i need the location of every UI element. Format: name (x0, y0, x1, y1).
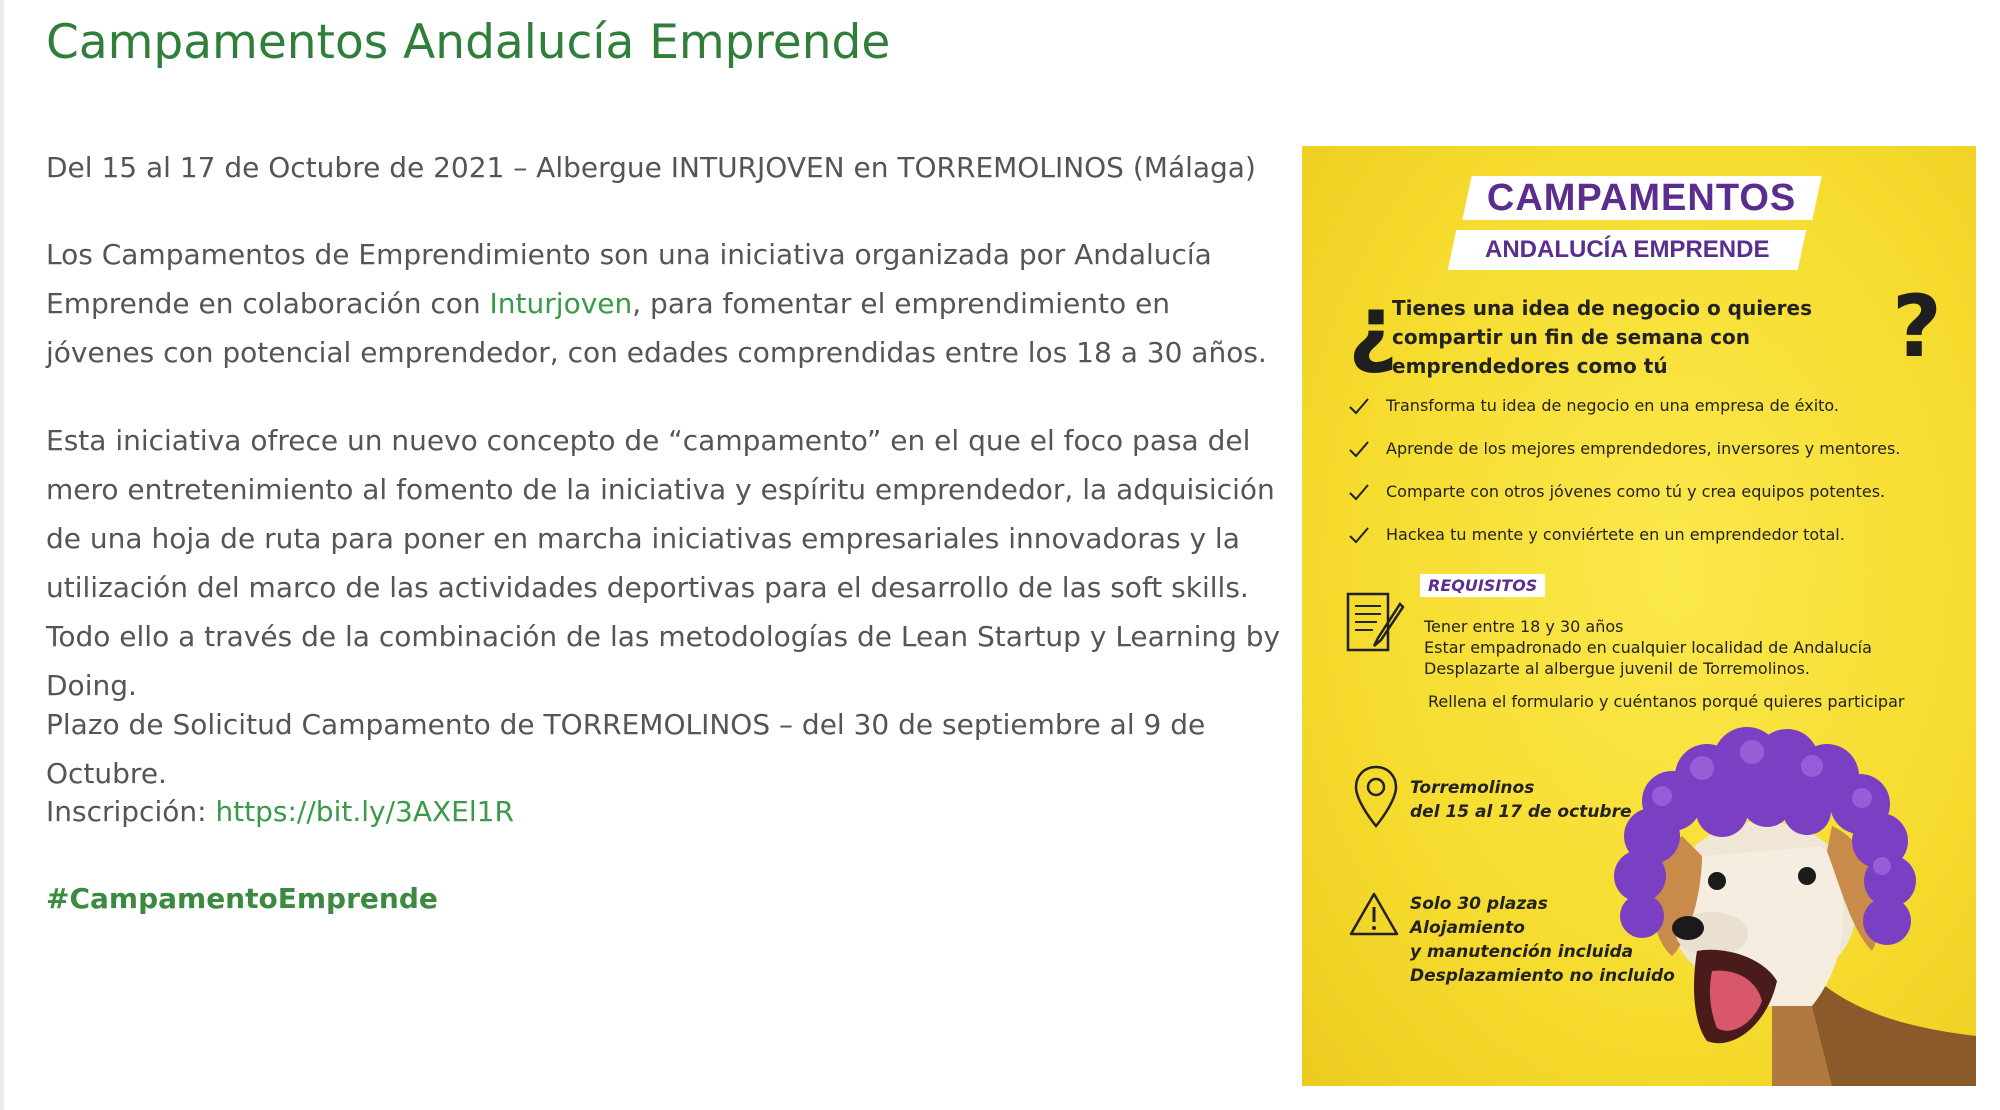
location-pin-icon (1352, 764, 1400, 830)
document-icon (1346, 592, 1406, 654)
check-icon (1348, 395, 1370, 417)
requirements-badge: REQUISITOS (1420, 574, 1545, 597)
intro-text-start: Los Campamentos de Emprendimiento son una iniciativa organizada por Andalucía Emprende en colaboración con (46, 238, 1212, 320)
location-city: Torremolinos (1410, 778, 1535, 798)
deadline-paragraph: Plazo de Solicitud Campamento de TORREMOLINOS – del 30 de septiembre al 9 de Octubre. (46, 708, 1206, 790)
check-icon (1348, 438, 1370, 460)
requirement-item: Tener entre 18 y 30 años (1424, 617, 1624, 636)
benefit-text: Transforma tu idea de negocio en una empresa de éxito. (1386, 396, 1839, 415)
poster-title: CAMPAMENTOS (1487, 176, 1797, 219)
poster-subtitle: ANDALUCÍA EMPRENDE (1484, 236, 1770, 263)
registration-link[interactable]: https://bit.ly/3AXEl1R (215, 795, 514, 828)
dog-with-purple-wig-illustration (1602, 706, 1976, 1086)
check-icon (1348, 524, 1370, 546)
requirement-form-note: Rellena el formulario y cuéntanos porqué quieres participar (1428, 692, 1905, 711)
event-poster (1302, 146, 1976, 1086)
concept-paragraph: Esta iniciativa ofrece un nuevo concepto de “campamento” en el que el foco pasa del mero entretenimiento al fomento de la iniciativa y espíritu emprendedor, la adquisición de una hoja de ruta para poner en marcha iniciativas empresariales innovadoras y la utilización del marco de las actividades deportivas para el desarrollo de las soft skills. Todo ello a través de la combinación de las metodologías de Lean Startup y Learning by Doing. (46, 424, 1281, 702)
check-icon (1348, 481, 1370, 503)
poster-subtitle-banner (1448, 230, 1807, 270)
question-mark-close: ? (1892, 277, 1942, 377)
benefit-text: Comparte con otros jóvenes como tú y crea equipos potentes. (1386, 482, 1886, 501)
places-line: y manutención incluida (1410, 942, 1634, 962)
benefit-text: Hackea tu mente y conviértete en un emprendedor total. (1386, 525, 1845, 544)
places-line: Desplazamiento no incluido (1410, 966, 1675, 986)
event-date-line: Del 15 al 17 de Octubre de 2021 – Albergue INTURJOVEN en TORREMOLINOS (Málaga) (46, 151, 1256, 184)
intro-text-end: , para fomentar el emprendimiento en jóvenes con potencial emprendedor, con edades comprendidas entre los 18 a 30 años. (46, 287, 1267, 369)
question-mark-open: ¿ (1348, 277, 1398, 377)
poster-question: Tienes una idea de negocio o quieres compartir un fin de semana con emprendedores como tú (1392, 296, 1812, 378)
requirement-item: Desplazarte al albergue juvenil de Torremolinos. (1424, 659, 1810, 678)
requirement-item: Estar empadronado en cualquier localidad de Andalucía (1424, 638, 1872, 657)
benefits-list (1348, 384, 1948, 556)
page-left-border (0, 0, 4, 1110)
benefit-item (1348, 513, 1948, 556)
registration-paragraph (46, 787, 514, 836)
registration-label: Inscripción: (46, 795, 216, 828)
poster-title-banner (1462, 176, 1821, 220)
benefit-item (1348, 470, 1948, 513)
location-dates: del 15 al 17 de octubre (1410, 802, 1632, 822)
benefit-item (1348, 384, 1948, 427)
requirements-list (1424, 616, 1964, 679)
benefit-text: Aprende de los mejores emprendedores, inversores y mentores. (1386, 439, 1901, 458)
benefit-item (1348, 427, 1948, 470)
page-title: Campamentos Andalucía Emprende (46, 15, 891, 70)
intro-paragraph (46, 230, 1286, 377)
inturjoven-link[interactable]: Inturjoven (489, 287, 633, 320)
places-line: Solo 30 plazas (1410, 894, 1548, 914)
warning-icon (1348, 890, 1400, 938)
places-line: Alojamiento (1410, 918, 1525, 938)
hashtag[interactable]: #CampamentoEmprende (46, 882, 438, 915)
